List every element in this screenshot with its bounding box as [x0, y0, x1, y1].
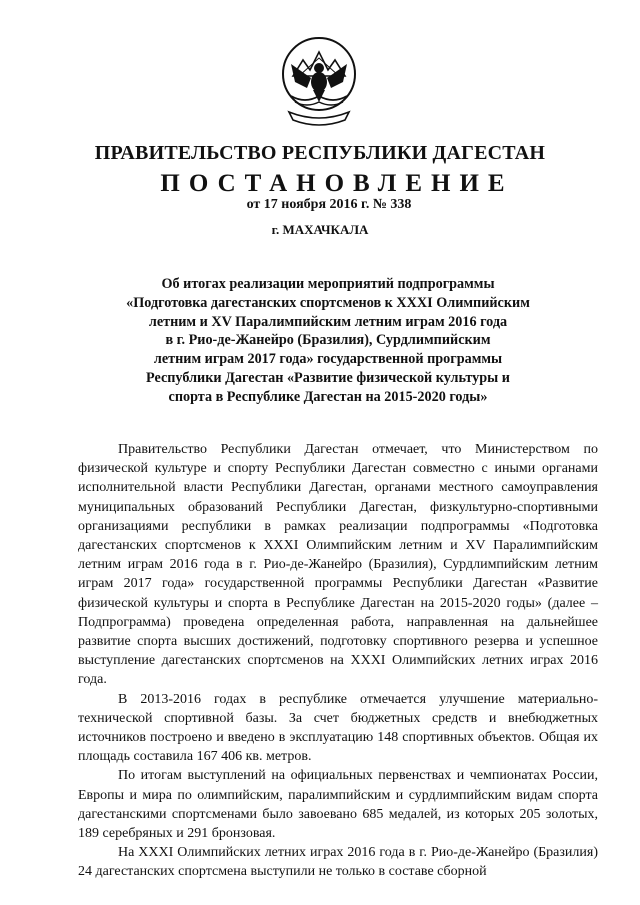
body-paragraph: По итогам выступлений на официальных первенствах и чемпионатах России, Европы и мира по олимпийским, паралимпийским и сурдлимпийским видам спорта дагестанскими спортсменами было завоевано 685 медалей, из которых 205 золотых, 189 серебряных и 291 бронзовая. [78, 768, 598, 842]
subject-line: летним играм 2017 года» государственной программы [153, 351, 503, 368]
decree-subject-title [100, 275, 556, 407]
subject-line: в г. Рио-де-Жанейро (Бразилия), Сурдлимпийским [165, 332, 491, 349]
body-paragraph: На XXXI Олимпийских летних играх 2016 года в г. Рио-де-Жанейро (Бразилия) 24 дагестанских спортсмена выступили не только в составе сборной [78, 845, 598, 880]
body-paragraph: Правительство Республики Дагестан отмечает, что Министерством по физической культуре и спорту Республики Дагестан совместно с иными органами исполнительной власти Республики Дагестан, органами местного самоуправления муниципальных образований Республики Дагестан, физкультурно-спортивными организациями республики в рамках реализации подпрограммы «Подготовка дагестанских спортсменов к XXXI Олимпийским летним и XV Паралимпийским летним играм 2016 года в г. Рио-де-Жанейро (Бразилия), Сурдлимпийским летним играм 2017 года» государственной программы Республики Дагестан «Развитие физической культуры и спорта в Республике Дагестан на 2015-2020 годы» (далее – Подпрограмма) проведена определенная работа, направленная на дальнейшее развитие спорта высших достижений, подготовку спортивного резерва и успешное выступление дагестанских спортсменов на XXXI Олимпийских летних играх 2016 года. [78, 442, 598, 688]
subject-line: Республики Дагестан «Развитие физической культуры и [146, 369, 510, 386]
subject-line: летним и XV Паралимпийским летним играм 2016 года [148, 313, 508, 330]
subject-line: «Подготовка дагестанских спортсменов к XXXI Олимпийским [126, 294, 530, 311]
document-type-heading: ПОСТАНОВЛЕНИЕ [160, 170, 514, 197]
decree-body [78, 440, 598, 882]
coat-of-arms-emblem [277, 30, 361, 128]
government-heading: ПРАВИТЕЛЬСТВО РЕСПУБЛИКИ ДАГЕСТАН [94, 142, 546, 164]
subject-line: Об итогах реализации мероприятий подпрограммы [161, 276, 495, 292]
subject-line: спорта в Республике Дагестан на 2015-2020 годы» [168, 388, 488, 405]
date-number-line: от 17 ноября 2016 г. № 338 [246, 197, 412, 212]
city-line: г. МАХАЧКАЛА [271, 222, 369, 237]
body-paragraph: В 2013-2016 годах в республике отмечается улучшение материально-технической спортивной базы. За счет бюджетных средств и внебюджетных источников построено и введено в эксплуатацию 148 спортивных объектов. Общая их площадь составила 167 406 кв. метров. [78, 691, 598, 765]
